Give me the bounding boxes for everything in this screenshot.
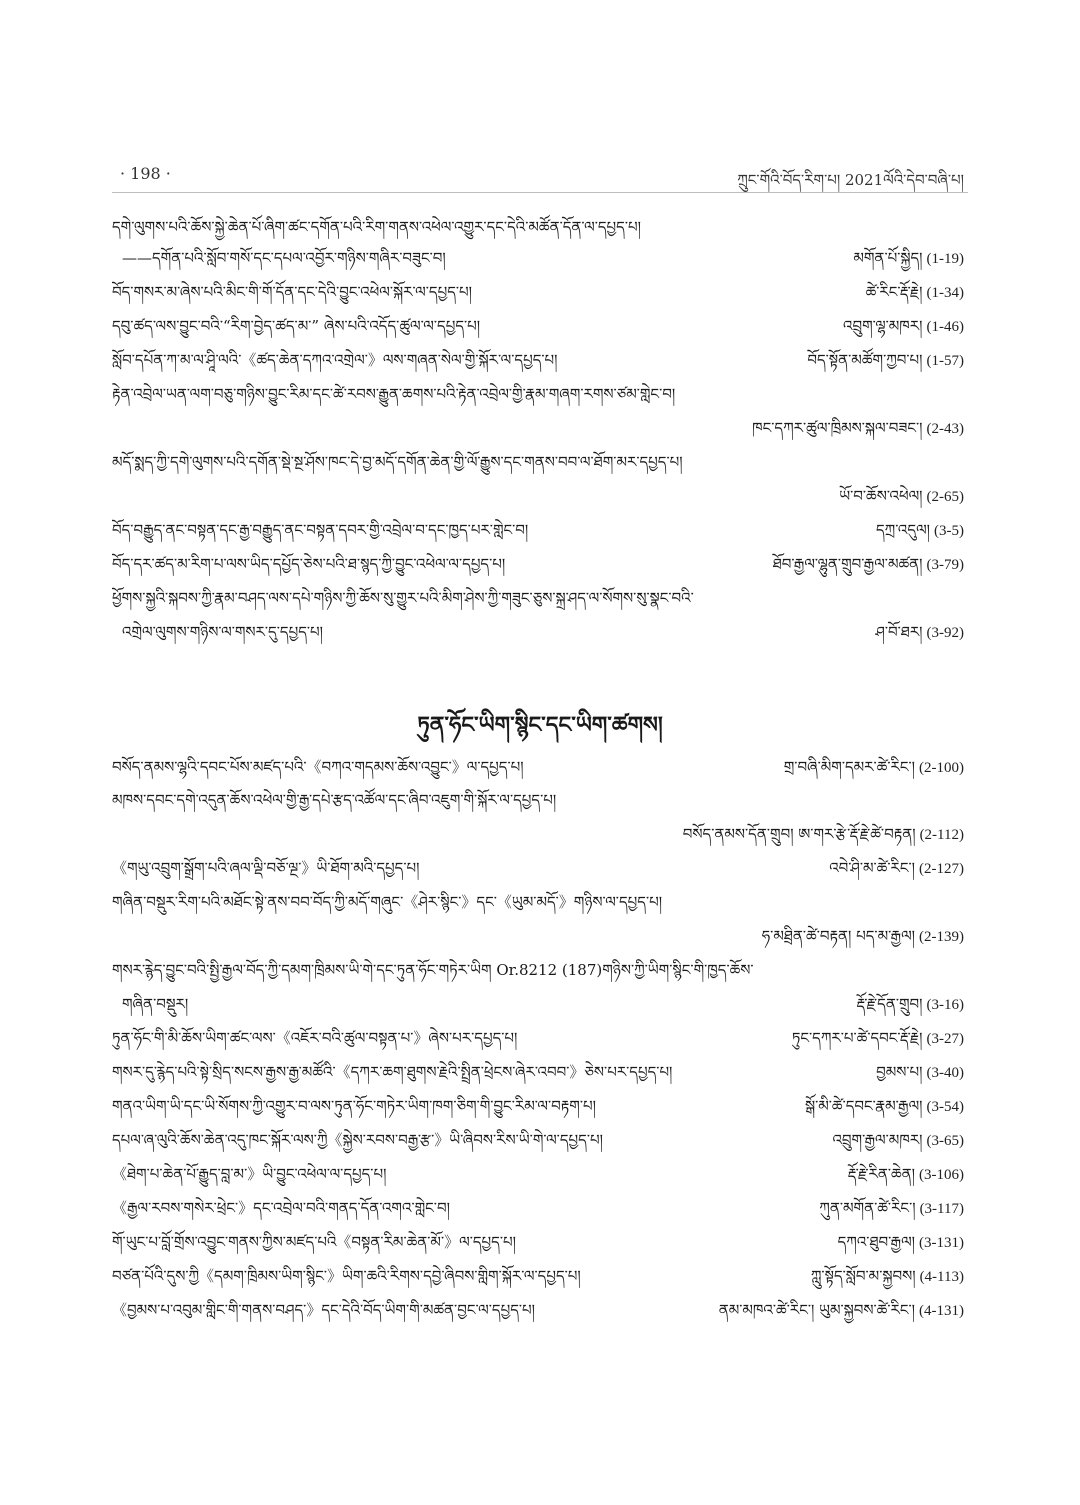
entry-author: རྡོ་རྗེ་དོན་གྲུབ། xyxy=(856,995,923,1013)
entry-title: ཕྱོགས་སྐྱའི་སྐབས་ཀྱི་རྣམ་བཤད་ལས་དཔེ་གཉིས་ཀྱི་ཆོས་སུ་གྱུར་པའི་མིག་ཤེས་ཀྱི་གཟུང་ཅུས་སྐྲ་ཤད་ལ་སོགས་སུ་སྣང་བའི་ xyxy=(112,589,694,607)
entry-ref: (3-16) xyxy=(926,997,964,1013)
toc-entry xyxy=(112,212,968,242)
toc-entry xyxy=(112,955,968,985)
toc-entry xyxy=(112,549,968,579)
entry-title: གཞིན་བསྡུར་རིག་པའི་མཐོང་སྟེ་ནས་བབ་བོད་ཀྱི་མདོ་གཞུང་《ཤེར་སྙིང་》དང་《ཡུམ་མདོ་》གཉིས་ལ་དཔྱད་པ། xyxy=(112,893,663,911)
toc-entry xyxy=(112,1261,968,1291)
toc-entry xyxy=(112,785,968,815)
entry-author-ref xyxy=(853,243,964,273)
entry-author-ref xyxy=(819,1193,964,1223)
toc-entry xyxy=(112,311,968,341)
entry-author-ref xyxy=(829,853,964,883)
entry-ref: (3-27) xyxy=(926,1031,964,1047)
page-header xyxy=(112,164,968,190)
toc-entry xyxy=(112,277,968,307)
entry-ref: (1-34) xyxy=(926,285,964,301)
entry-title: མཁས་དབང་དགེ་འདུན་ཆོས་འཕེལ་གྱི་རྒྱ་དཔེ་རྩད་འཚོལ་དང་ཞིབ་འཇུག་གི་སྐོར་ལ་དཔྱད་པ། xyxy=(112,791,557,809)
toc-entry xyxy=(112,617,968,647)
entry-author: འབེ་ཤི་མ་ཚེ་རིང་། xyxy=(829,859,915,877)
entry-title: མདོ་སྨད་ཀྱི་དགེ་ལུགས་པའི་དགོན་སྡེ་སྔ་ཤོས་ཁང་དེ་བྱ་མདོ་དགོན་ཆེན་གྱི་ལོ་རྒྱུས་དང་གནས་བབ་ལ་ཐོག་མར་དཔྱད་པ། xyxy=(112,453,683,471)
entry-title: དགེ་ལུགས་པའི་ཆོས་སྐྱེ་ཆེན་པོ་ཞིག་ཚང་དགོན་པའི་རིག་གནས་འཕེལ་འགྱུར་དང་དེའི་མཚོན་དོན་ལ་དཔྱད་པ། xyxy=(112,218,641,236)
entry-author-ref xyxy=(843,311,964,341)
entry-title: གོ་ཡུང་པ་བློ་གྲོས་འབྱུང་གནས་ཀྱིས་མཛད་པའི《བསྟན་རིམ་ཆེན་མོ་》ལ་དཔྱད་པ། xyxy=(112,1233,516,1251)
entry-author-ref xyxy=(762,921,964,951)
entry-author-ref xyxy=(875,617,964,647)
entry-title: བོད་གསར་མ་ཞེས་པའི་མིང་གི་གོ་དོན་དང་དེའི་བྱུང་འཕེལ་སྐོར་ལ་དཔྱད་པ། xyxy=(112,283,472,301)
entry-title: ——དགོན་པའི་སློབ་གསོ་དང་དཔལ་འབྱོར་གཉིས་གཞིར་བཟུང་བ། xyxy=(122,249,446,267)
entry-ref: (3-117) xyxy=(919,1201,964,1217)
entry-author: དཀྲ་འདུལ། xyxy=(875,521,930,539)
entry-author: ཀུན་མགོན་ཚེ་རིང་། xyxy=(819,1199,916,1217)
toc-entry xyxy=(112,819,968,849)
entry-ref: (2-65) xyxy=(926,489,964,505)
toc-entry xyxy=(112,1193,968,1223)
toc-entry xyxy=(112,887,968,917)
toc-entry xyxy=(112,752,968,782)
entry-author-ref xyxy=(683,819,964,849)
entry-author-ref xyxy=(876,515,964,545)
entry-title: དབུ་ཚད་ལས་བྱུང་བའི་“རིག་བྱེད་ཚད་མ་” ཞེས་པའི་འདོད་ཚུལ་ལ་དཔྱད་པ། xyxy=(112,317,481,335)
entry-ref: (2-100) xyxy=(919,760,964,776)
entry-ref: (3-5) xyxy=(934,523,964,539)
entry-title: བོད་བརྒྱུད་ནང་བསྟན་དང་རྒྱ་བརྒྱུད་ནང་བསྟན་དབར་གྱི་འབྲེལ་བ་དང་ཁྱད་པར་གླེང་བ། xyxy=(112,521,529,539)
entry-author-ref xyxy=(848,1159,964,1189)
section-title: ཏུན་ཧོང་ཡིག་སྙིང་དང་ཡིག་ཚགས། xyxy=(417,712,663,738)
entry-author-ref xyxy=(839,481,964,511)
entry-author: བོད་སྟོན་མཚོག་ཀྱབ་པ། xyxy=(807,351,923,369)
toc-entry xyxy=(112,515,968,545)
toc-entry xyxy=(112,345,968,375)
entry-ref: (4-131) xyxy=(919,1303,964,1319)
entry-author-ref xyxy=(792,1023,964,1053)
toc-entry xyxy=(112,379,968,409)
entry-ref: (3-79) xyxy=(926,557,964,573)
toc-entry xyxy=(112,1023,968,1053)
entry-author: གྲ་བཞི་མིག་དམར་ཚེ་རིང་། xyxy=(783,758,915,776)
entry-author-ref xyxy=(719,1295,964,1325)
entry-ref: (3-54) xyxy=(926,1099,964,1115)
entry-ref: (1-19) xyxy=(926,251,964,267)
toc-entry xyxy=(112,921,968,951)
entry-author-ref xyxy=(805,1091,964,1121)
entry-author: ཧ་མཐྲིན་ཚེ་བརྟན། པད་མ་རྒྱལ། xyxy=(761,927,915,945)
entry-title: བཙན་པོའི་དུས་ཀྱི《དམག་ཁྲིམས་ཡིག་སྙིང་》ཡིག་ཆའི་རིགས་དབྱེ་ཞིབས་གླིག་སྐོར་ལ་དཔྱད་པ། xyxy=(112,1267,581,1285)
entry-author: སྒོ་མི་ཚེ་དབང་རྣམ་རྒྱལ། xyxy=(804,1097,923,1115)
entry-author: མགོན་པོ་སྐྱིད། xyxy=(853,249,923,267)
entry-author-ref xyxy=(876,1057,964,1087)
entry-author-ref xyxy=(784,752,964,782)
entry-author-ref xyxy=(773,549,964,579)
entry-author: འབྲུག་ལྷ་མཁར། xyxy=(843,317,923,335)
entry-author: ཐོབ་རྒྱལ་ལྷུན་གྲུབ་རྒྱལ་མཚན། xyxy=(772,555,923,573)
toc-entry xyxy=(112,1295,968,1325)
entry-author: དཀའ་ཐུབ་རྒྱལ། xyxy=(837,1233,915,1251)
toc-entry xyxy=(112,1159,968,1189)
entry-ref: (1-57) xyxy=(926,353,964,369)
toc-entry xyxy=(112,1091,968,1121)
toc-entry xyxy=(112,481,968,511)
toc-entry xyxy=(112,243,968,273)
entry-ref: (4-113) xyxy=(919,1269,964,1285)
entry-title: གསར་དུ་རྙེད་པའི་སྟེ་སྲིད་སངས་རྒྱས་རྒྱ་མཚོའི་《དཀར་ཆག་ཐུགས་རྗེའི་སྤྲིན་ཕྲེངས་ཞེར་འབབ་》ཅེས་པར་དཔྱད་པ། xyxy=(112,1063,673,1081)
entry-author: ཁང་དཀར་ཚུལ་ཁྲིམས་སྐལ་བཟང་། xyxy=(752,419,923,437)
entry-ref: (3-131) xyxy=(919,1235,964,1251)
entry-author: ཏུང་དཀར་པ་ཚེ་དབང་རྡོ་རྗེ། xyxy=(791,1029,923,1047)
toc-entry xyxy=(112,1057,968,1087)
entry-title: འགྲེལ་ལུགས་གཉིས་ལ་གསར་དུ་དཔྱད་པ། xyxy=(122,623,323,641)
entry-author: བསོད་ནམས་དོན་གྲུབ། ཨ་གར་རྩེ་རྡོ་རྗེ་ཚེ་བརྟན། xyxy=(682,825,916,843)
entry-title: 《ཐེག་པ་ཆེན་པོ་རྒྱུད་བླ་མ་》ཡི་བྱུང་འཕེལ་ལ་དཔྱད་པ། xyxy=(112,1165,387,1183)
toc-entry xyxy=(112,989,968,1019)
entry-ref: (3-40) xyxy=(926,1065,964,1081)
entry-ref: (3-92) xyxy=(926,625,964,641)
entry-author: ཡོ་བ་ཆོས་འཕེལ། xyxy=(839,487,923,505)
header-rule xyxy=(112,192,968,193)
toc-entry xyxy=(112,413,968,443)
entry-author-ref xyxy=(811,1261,964,1291)
toc-entry xyxy=(112,853,968,883)
entry-author: འབྲུག་རྒྱལ་མཁར། xyxy=(832,1131,923,1149)
entry-title: སློབ་དཔོན་ཀ་མ་ལ་ཤཱི་ལའི་《ཚད་ཆེན་དཀའ་འགྲེལ་》ལས་གཞན་སེལ་གྱི་སྐོར་ལ་དཔྱད་པ། xyxy=(112,351,558,369)
entry-title: གནའ་ཡིག་ཡི་དང་ཡི་སོགས་ཀྱི་འགྱུར་བ་ལས་ཏུན་ཧོང་གཏེར་ཡིག་ཁག་ཅིག་གི་བྱུང་རིམ་ལ་བརྟག་པ། xyxy=(112,1097,596,1115)
entry-author: ཚེ་རིང་རྡོ་རྗེ། xyxy=(865,283,923,301)
entry-author-ref xyxy=(752,413,964,443)
entry-ref: (2-43) xyxy=(926,421,964,437)
entry-title: 《རྒྱལ་རབས་གསེར་ཕྲེང་》དང་འབྲེལ་བའི་གནད་དོན་འགའ་གླེང་བ། xyxy=(112,1199,450,1217)
toc-entry xyxy=(112,1227,968,1257)
entry-author: བྱམས་པ། xyxy=(876,1063,923,1081)
entry-title: རྟེན་འབྲེལ་ཡན་ལག་བཅུ་གཉིས་བྱུང་རིམ་དང་ཚེ་རབས་རྒྱུན་ཆགས་པའི་རྟེན་འབྲེལ་གྱི་རྣམ་གཞག་རགས་ཙམ་གླེང་བ། xyxy=(112,385,676,403)
entry-author-ref xyxy=(856,989,964,1019)
entry-title: 《བྱམས་པ་འབུམ་གླིང་གི་གནས་བཤད་》དང་དེའི་བོད་ཡིག་གི་མཚན་བྱང་ལ་དཔྱད་པ། xyxy=(112,1301,536,1319)
entry-author: ནམ་མཁའ་ཚེ་རིང་། ཡུམ་སྐྱབས་ཚེ་རིང་། xyxy=(718,1301,915,1319)
entry-title: ཏུན་ཧོང་གི་མི་ཆོས་ཡིག་ཚང་ལས་《འཇོར་བའི་ཚུལ་བསྟན་པ་》ཞེས་པར་དཔྱད་པ། xyxy=(112,1029,518,1047)
toc-entry xyxy=(112,583,968,613)
entry-title: བསོད་ནམས་ལྷའི་དབང་པོས་མཛད་པའི་《བཀའ་གདམས་ཆོས་འབྱུང་》ལ་དཔྱད་པ། xyxy=(112,758,524,776)
entry-title: གསར་རྙེད་བྱུང་བའི་སྤྱི་རྒྱལ་བོད་ཀྱི་དམག་ཁྲིམས་ཡི་གེ་དང་ཏུན་ཧོང་གཏེར་ཡིག Or.8212 (187)གཉིས་ཀྱི་ཡིག་སྙིང་གི་ཁྱད་ཆོས་ xyxy=(112,961,754,979)
entry-author-ref xyxy=(832,1125,964,1155)
entry-author-ref xyxy=(866,277,964,307)
entry-title: གཞིན་བསྡུར། xyxy=(122,995,189,1013)
toc-entry xyxy=(112,447,968,477)
entry-ref: (1-46) xyxy=(926,319,964,335)
entry-ref: (2-139) xyxy=(919,929,964,945)
entry-ref: (2-112) xyxy=(919,827,964,843)
entry-author-ref xyxy=(807,345,964,375)
entry-ref: (3-106) xyxy=(919,1167,964,1183)
journal-title: ཀྲུང་གོའི་བོད་རིག་པ། 2021ལོའི་དེབ་བཞི་པ། xyxy=(737,171,964,189)
entry-author: རྡོ་རྗེ་རིན་ཆེན། xyxy=(847,1165,915,1183)
page-number: · 198 · xyxy=(120,164,171,183)
toc-entry xyxy=(112,1125,968,1155)
entry-title: 《གཡུ་འབྲུག་སྒྲོག་པའི་ཞལ་ལྡི་བཅོ་ལྔ་》ཡི་ཐོག་མའི་དཔྱད་པ། xyxy=(112,859,420,877)
entry-author: ཀླུ་སྟོད་སློབ་མ་སྐྱབས། xyxy=(810,1267,916,1285)
entry-title: དཔལ་ཞ་ལུའི་ཆོས་ཆེན་འདུ་ཁང་སྐོར་ལས་ཀྱི《སྐྱེས་རབས་བརྒྱ་རྩ་》ཡི་ཞིབས་རིས་ཡི་གེ་ལ་དཔྱད་པ། xyxy=(112,1131,603,1149)
entry-ref: (3-65) xyxy=(926,1133,964,1149)
entry-author-ref xyxy=(838,1227,964,1257)
entry-author: ཤ་བོ་ཐར། xyxy=(875,623,923,641)
entry-ref: (2-127) xyxy=(919,861,964,877)
entry-title: བོད་དར་ཚད་མ་རིག་པ་ལས་ཡིད་དཔྱོད་ཅེས་པའི་ཐ་སྙད་ཀྱི་བྱུང་འཕེལ་ལ་དཔྱད་པ། xyxy=(112,555,506,573)
